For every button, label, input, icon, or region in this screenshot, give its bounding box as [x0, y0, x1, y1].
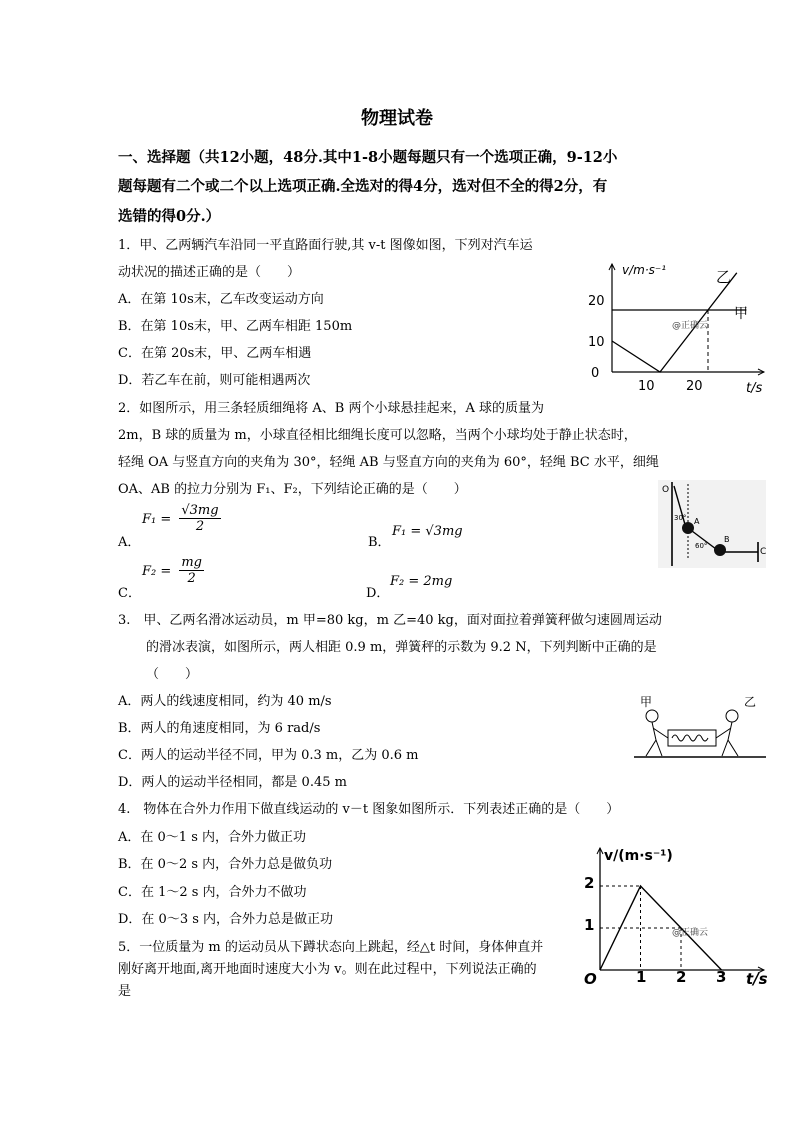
q2-ball-b — [714, 544, 726, 556]
q3-skaters-figure — [632, 692, 772, 764]
q2-option-b-formula: F₁ = √3mg — [392, 524, 463, 539]
q2-option-a-formula — [142, 503, 221, 534]
q4-y-tick-2: 2 — [584, 874, 595, 892]
q4-x-tick-2: 2 — [676, 968, 687, 986]
section-header-line-1: 一、选择题（共12小题，48分.其中1-8小题每题只有一个选项正确，9-12小 — [118, 149, 618, 166]
q3-stem-line-2: 的滑冰表演，如图所示，两人相距 0.9 m，弹簧秤的示数为 9.2 N，下列判断中正确的是 — [146, 640, 657, 655]
q1-y-tick-10: 10 — [588, 335, 605, 350]
q2-label-c: C — [760, 547, 766, 557]
q2-angle-30: 30° — [674, 514, 687, 522]
q2-label-o: O — [662, 485, 670, 495]
q3-skater-yi-head — [726, 710, 738, 722]
q4-y-tick-1: 1 — [584, 916, 595, 934]
q2-option-c-num: mg — [181, 555, 203, 570]
q3-skater-jia-head — [646, 710, 658, 722]
q3-option-c: C．两人的运动半径不同，甲为 0.3 m，乙为 0.6 m — [118, 748, 419, 763]
q1-watermark: @正确云 — [672, 321, 709, 331]
q4-option-c: C．在 1～2 s 内，合外力不做功 — [118, 885, 307, 900]
q1-y-tick-0: 0 — [591, 366, 600, 381]
section-header-line-3: 选错的得0分.） — [118, 208, 221, 225]
q1-x-tick-10: 10 — [638, 379, 655, 394]
q2-option-c-formula — [142, 555, 204, 586]
q1-label-yi: 乙 — [716, 268, 732, 286]
q2-option-a-num: √3mg — [181, 503, 219, 518]
q4-vt-graph — [576, 838, 776, 990]
q2-option-d-letter: D． — [366, 586, 390, 601]
q2-stem-line-1: 2．如图所示，用三条轻质细绳将 A、B 两个小球悬挂起来，A 球的质量为 — [118, 401, 544, 416]
q4-stem: 4. 物体在合外力作用下做直线运动的 v－t 图象如图所示．下列表述正确的是（ ） — [118, 802, 620, 817]
q2-angle-60: 60° — [695, 542, 708, 550]
q4-option-d: D．在 0～3 s 内，合外力总是做正功 — [118, 912, 334, 927]
q1-vt-graph — [576, 258, 776, 404]
q2-stem-line-4: OA、AB 的拉力分别为 F₁、F₂，下列结论正确的是（ ） — [118, 482, 467, 497]
q2-option-a-lhs: F₁ = — [142, 512, 172, 527]
q1-option-c: C．在第 20s末，甲、乙两车相遇 — [118, 346, 312, 361]
q2-option-d-formula: F₂ = 2mg — [390, 574, 453, 589]
q1-y-axis-label: v/m·s⁻¹ — [622, 263, 667, 277]
q1-y-tick-20: 20 — [588, 294, 605, 309]
q4-option-b: B．在 0～2 s 内，合外力总是做负功 — [118, 857, 333, 872]
page-title: 物理试卷 — [361, 108, 433, 129]
q5-stem-line-2: 刚好离开地面,离开地面时速度大小为 v。则在此过程中，下列说法正确的 — [118, 962, 537, 977]
q2-label-b: B — [724, 535, 730, 544]
q5-stem-line-1: 5．一位质量为 m 的运动员从下蹲状态向上跳起，经△t 时间，身体伸直并 — [118, 940, 544, 955]
q1-stem-line-1: 1．甲、乙两辆汽车沿同一平直路面行驶,其 v-t 图像如图，下列对汽车运 — [118, 238, 533, 253]
q2-stem-line-3: 轻绳 OA 与竖直方向的夹角为 30°，轻绳 AB 与竖直方向的夹角为 60°，轻绳 BC 水平，细绳 — [118, 455, 659, 470]
q5-stem-line-3: 是 — [118, 984, 132, 999]
q3-skater-jia-body — [646, 722, 668, 756]
q2-option-b-letter: B． — [368, 535, 391, 550]
q2-option-c-lhs: F₂ = — [142, 564, 172, 579]
q2-option-c-letter: C． — [118, 586, 141, 601]
q3-stem-line-1: 3. 甲、乙两名滑冰运动员，m 甲=80 kg，m 乙=40 kg，面对面拉着弹簧秤做匀速圆周运动 — [118, 613, 662, 628]
q3-spring-coil — [672, 735, 708, 741]
q3-skater-yi-body — [716, 722, 738, 756]
q3-label-yi: 乙 — [744, 695, 757, 709]
q2-option-a-letter: A． — [118, 535, 141, 550]
q1-x-tick-20: 20 — [686, 379, 703, 394]
q2-option-c-den: 2 — [187, 571, 196, 586]
q4-x-tick-1: 1 — [636, 968, 647, 986]
section-header-line-2: 题每题有二个或二个以上选项正确.全选对的得4分，选对但不全的得2分，有 — [118, 178, 608, 195]
q4-graph-plot — [597, 848, 764, 973]
q4-x-axis-label: t/s — [746, 970, 768, 988]
q2-option-a-den: 2 — [195, 519, 205, 534]
q4-origin-label: O — [584, 970, 597, 988]
q3-label-jia: 甲 — [640, 695, 653, 709]
q3-stem-line-3: （ ） — [146, 667, 199, 682]
q3-option-a: A．两人的线速度相同，约为 40 m/s — [118, 694, 332, 709]
q2-figure — [658, 480, 766, 568]
q4-x-tick-3: 3 — [716, 968, 727, 986]
q1-label-jia: 甲 — [734, 306, 748, 322]
q4-option-a: A．在 0～1 s 内，合外力做正功 — [118, 830, 306, 845]
q4-y-axis-label: v/(m·s⁻¹) — [604, 848, 673, 864]
q2-label-a: A — [694, 517, 700, 526]
q2-stem-line-2: 2m，B 球的质量为 m，小球直径相比细绳长度可以忽略，当两个小球均处于静止状态时， — [118, 428, 637, 443]
q3-option-b: B．两人的角速度相同，为 6 rad/s — [118, 721, 321, 736]
q2-figure-bg — [658, 480, 766, 568]
q1-stem-line-2: 动状况的描述正确的是（ ） — [118, 265, 301, 280]
q1-option-b: B．在第 10s末，甲、乙两车相距 150m — [118, 319, 353, 334]
q4-watermark: @正确云 — [672, 928, 709, 938]
q3-spring-scale — [668, 730, 716, 746]
q1-x-axis-label: t/s — [746, 381, 763, 396]
q1-option-a: A．在第 10s末，乙车改变运动方向 — [118, 292, 324, 307]
q3-option-d: D．两人的运动半径相同，都是 0.45 m — [118, 775, 347, 790]
q2-ball-a — [682, 522, 694, 534]
q1-option-d: D．若乙车在前，则可能相遇两次 — [118, 373, 311, 388]
